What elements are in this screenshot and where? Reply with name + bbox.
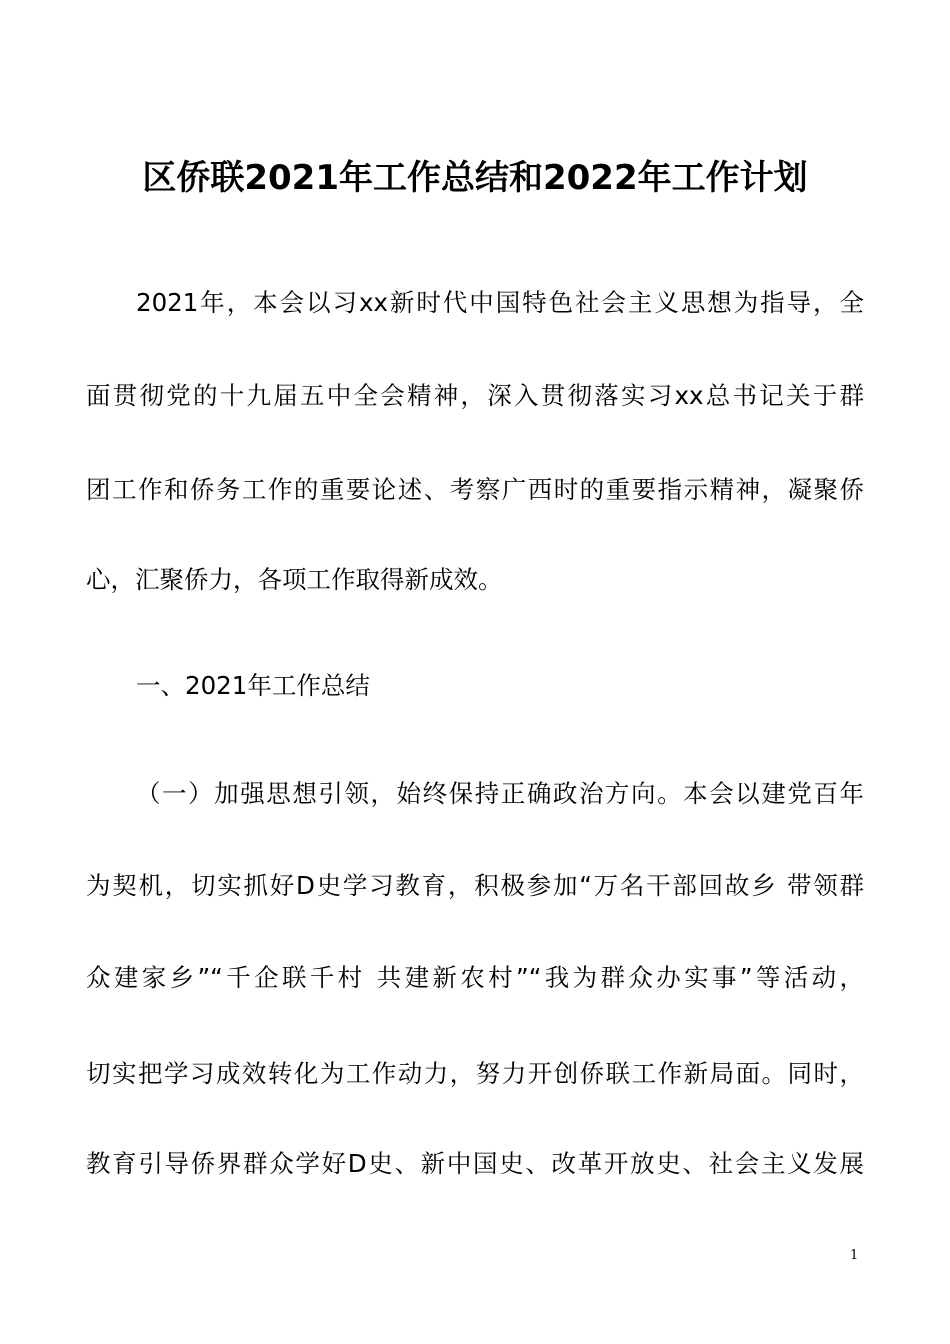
paragraph-line: 为契机，切实抓好D史学习教育，积极参加“万名干部回故乡 带领群	[86, 871, 864, 900]
document-title: 区侨联2021年工作总结和2022年工作计划	[142, 158, 808, 198]
paragraph-line: 众建家乡”“千企联千村 共建新农村”“我为群众办实事”等活动，	[86, 963, 864, 992]
paragraph-line: 团工作和侨务工作的重要论述、考察广西时的重要指示精神，凝聚侨	[86, 475, 864, 504]
paragraph-line: （一）加强思想引领，始终保持正确政治方向。本会以建党百年	[136, 779, 864, 808]
paragraph-line: 2021年，本会以习xx新时代中国特色社会主义思想为指导，全	[136, 288, 864, 317]
section-heading: 一、2021年工作总结	[136, 671, 370, 700]
paragraph-line: 教育引导侨界群众学好D史、新中国史、改革开放史、社会主义发展	[86, 1149, 864, 1178]
page-number: 1	[850, 1248, 859, 1263]
paragraph-line: 心，汇聚侨力，各项工作取得新成效。	[86, 565, 503, 594]
paragraph-line: 切实把学习成效转化为工作动力，努力开创侨联工作新局面。同时，	[86, 1059, 864, 1088]
paragraph-line: 面贯彻党的十九届五中全会精神，深入贯彻落实习xx总书记关于群	[86, 381, 864, 410]
